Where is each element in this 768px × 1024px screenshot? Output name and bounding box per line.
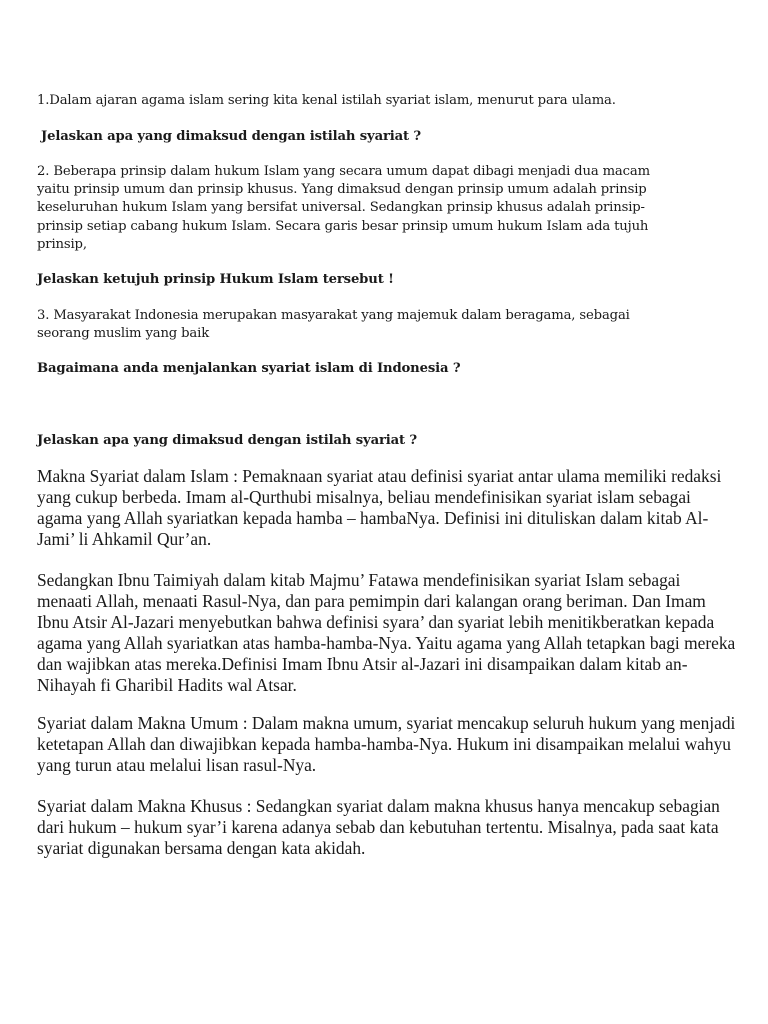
question-2-text: 2. Beberapa prinsip dalam hukum Islam yang secara umum dapat dibagi menjadi dua macam yaitu prinsip umum dan prinsip khusus. Yang dimaksud dengan prinsip umum adalah prinsip keseluruhan hukum Islam yang bersifat universal. Sedangkan prinsip khusus adalah prinsip-prinsip setiap cabang hukum Islam. Secara garis besar prinsip umum hukum Islam ada tujuh prinsip, <box>37 164 650 252</box>
answer-paragraph: Syariat dalam Makna Umum : Dalam makna umum, syariat mencakup seluruh hukum yang menjadi ketetapan Allah dan diwajibkan kepada hamba-hamba-Nya. Hukum ini disampaikan melalui wahyu yang turun atau melalui lisan rasul-Nya. <box>37 713 736 775</box>
answer-heading: Jelaskan apa yang dimaksud dengan istilah syariat ? <box>37 433 417 448</box>
question-1-prompt: Jelaskan apa yang dimaksud dengan istilah syariat ? <box>41 129 421 144</box>
question-3-prompt: Bagaimana anda menjalankan syariat islam di Indonesia ? <box>37 361 461 376</box>
question-3-text: 3. Masyarakat Indonesia merupakan masyarakat yang majemuk dalam beragama, sebagai seorang muslim yang baik <box>37 308 630 342</box>
question-1-text: 1.Dalam ajaran agama islam sering kita kenal istilah syariat islam, menurut para ulama. <box>37 93 616 108</box>
answer-paragraph: Makna Syariat dalam Islam : Pemaknaan syariat atau definisi syariat antar ulama memiliki redaksi yang cukup berbeda. Imam al-Qurthubi misalnya, beliau mendefinisikan syariat islam sebagai agama yang Allah syariatkan kepada hamba – hambaNya. Definisi ini dituliskan dalam kitab Al-Jami’ li Ahkamil Qur’an. <box>37 466 722 549</box>
answer-paragraph: Sedangkan Ibnu Taimiyah dalam kitab Majmu’ Fatawa mendefinisikan syariat Islam sebagai menaati Allah, menaati Rasul-Nya, dan para pemimpin dari kalangan orang beriman. Dan Imam Ibnu Atsir Al-Jazari menyebutkan bahwa definisi syara’ dan syariat lebih menitikberatkan kepada agama yang Allah syariatkan atas hamba-hamba-Nya. Yaitu agama yang Allah tetapkan bagi mereka dan wajibkan atas mereka.Definisi Imam Ibnu Atsir al-Jazari ini disampaikan dalam kitab an-Nihayah fi Gharibil Hadits wal Atsar. <box>37 570 736 695</box>
answer-paragraph: Syariat dalam Makna Khusus : Sedangkan syariat dalam makna khusus hanya mencakup sebagian dari hukum – hukum syar’i karena adanya sebab dan kebutuhan tertentu. Misalnya, pada saat kata syariat digunakan bersama dengan kata akidah. <box>37 796 720 858</box>
question-2-prompt: Jelaskan ketujuh prinsip Hukum Islam tersebut ! <box>37 272 394 287</box>
